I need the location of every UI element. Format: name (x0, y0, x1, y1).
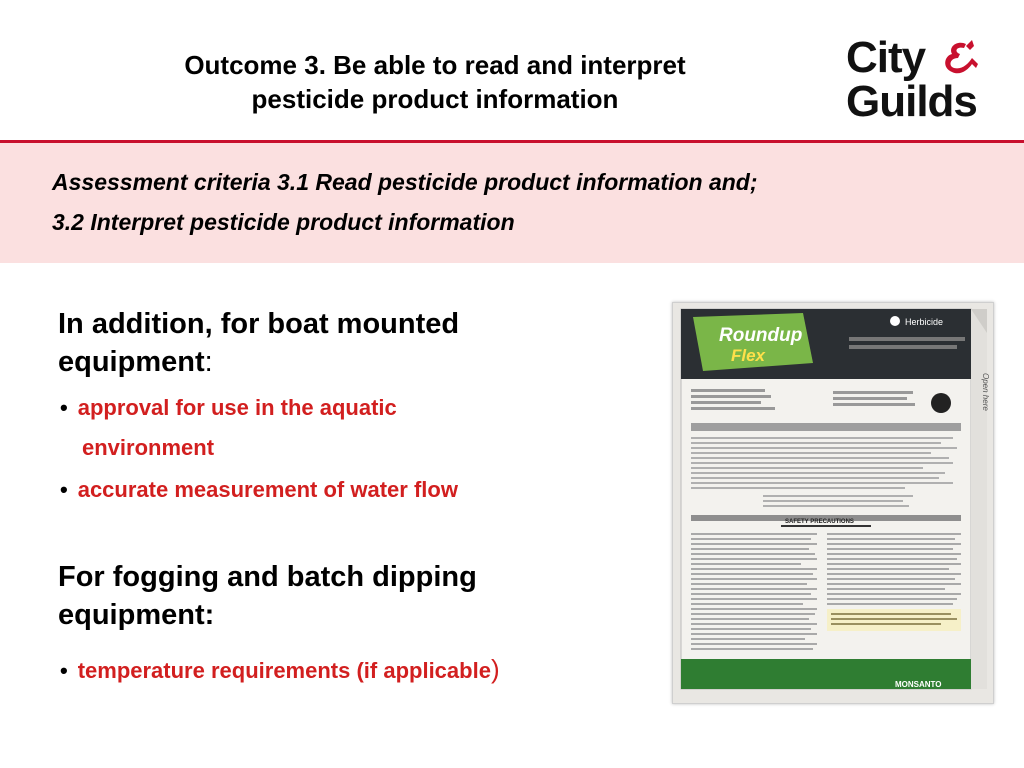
bullet-dot: • (60, 395, 68, 420)
logo-word-guilds: Guilds (846, 77, 977, 126)
label-safety-heading: SAFETY PRECAUTIONS (785, 519, 854, 525)
bullet-text: accurate measurement of water flow (77, 477, 458, 502)
bullet-close-paren: ) (490, 654, 500, 684)
bullet-dot: • (60, 658, 68, 683)
slide-title (100, 48, 770, 116)
slide-title-line-2: pesticide product information (251, 84, 619, 114)
bullet-text: approval for use in the aquatic (77, 395, 397, 420)
bullet-text: temperature requirements (if applicable (77, 658, 491, 683)
heading-line-2-text: equipment (58, 346, 205, 378)
label-type: Herbicide (905, 317, 944, 327)
criteria-line-1: Assessment criteria 3.1 Read pesticide product information and; (52, 169, 758, 195)
bullet-water-flow (60, 475, 458, 505)
label-side-text: Open here (981, 373, 990, 411)
label-brand-sub: Flex (731, 346, 766, 365)
label-maker: MONSANTO (895, 680, 942, 689)
heading-line-1: In addition, for boat mounted (58, 308, 460, 340)
product-label-illustration (673, 303, 993, 703)
label-brand: Roundup (719, 325, 803, 346)
heading-line-2 (58, 343, 459, 381)
heading-colon: : (204, 346, 213, 378)
city-guilds-logo (846, 33, 977, 126)
lion-ampersand-icon (936, 38, 980, 82)
criteria-line-2: 3.2 Interpret pesticide product information (52, 209, 515, 235)
heading-line-2: equipment: (58, 599, 215, 631)
section-boat-mounted-heading (58, 305, 459, 381)
product-label-image (672, 302, 994, 704)
heading-line-1: For fogging and batch dipping (58, 561, 477, 593)
bullet-dot: • (60, 477, 68, 502)
bullet-aquatic-approval-continued: environment (82, 435, 215, 460)
bullet-temperature (60, 654, 500, 686)
section-fogging-heading (58, 558, 477, 634)
logo-word-city: City (846, 33, 926, 82)
bullet-aquatic-approval (60, 393, 397, 423)
assessment-criteria-band (0, 143, 1024, 263)
slide-title-line-1: Outcome 3. Be able to read and interpret (184, 50, 686, 80)
